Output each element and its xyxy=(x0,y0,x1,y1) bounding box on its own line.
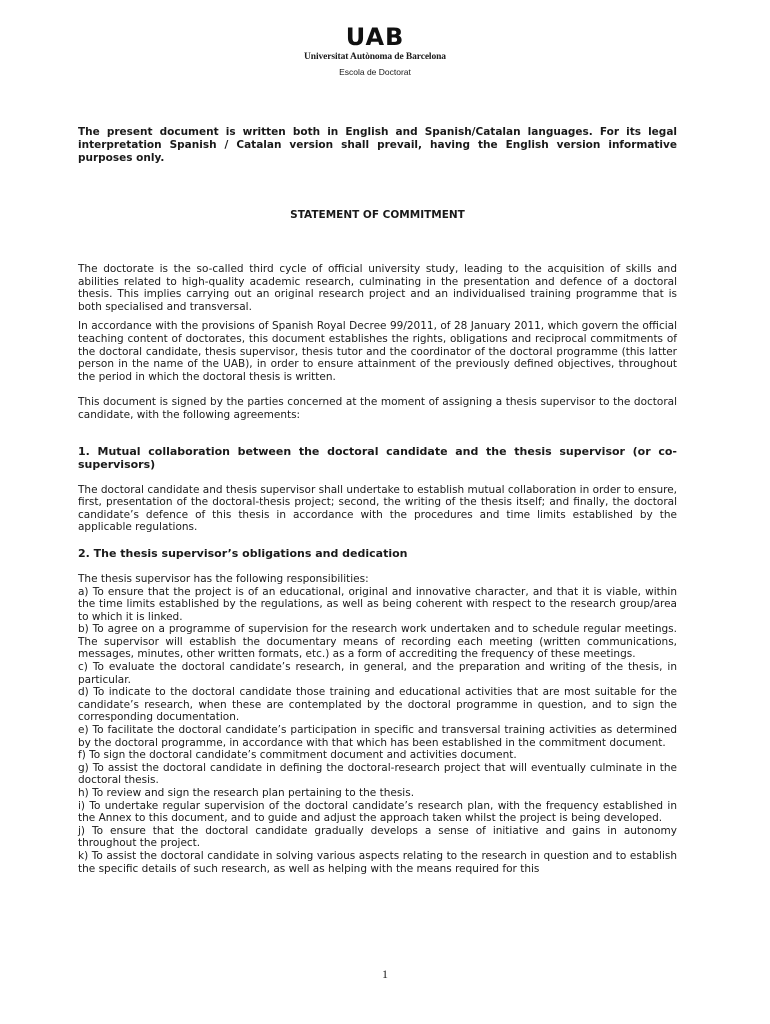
list-item: i) To undertake regular supervision of the doctoral candidate’s research plan, with the frequency established in the Annex to this document, and to guide and adjust the approach taken whilst the project is being developed. xyxy=(78,799,677,825)
page-number: 1 xyxy=(382,967,388,981)
section-1-heading: 1. Mutual collaboration between the doctoral candidate and the thesis supervisor (or co-supervisors) xyxy=(78,444,677,471)
list-item: e) To facilitate the doctoral candidate’s participation in specific and transversal training activities as determined by the doctoral programme, in accordance with that which has been established in the commitment document. xyxy=(78,724,677,749)
list-item: d) To indicate to the doctoral candidate those training and educational activities that are most suitable for the candidate’s research, when these are contemplated by the doctoral programme in question, and to sign the corresponding documentation. xyxy=(78,686,677,724)
list-item: h) To review and sign the research plan pertaining to the thesis. xyxy=(78,787,415,799)
list-item: f) To sign the doctoral candidate’s commitment document and activities document. xyxy=(78,749,517,762)
document-title: STATEMENT OF COMMITMENT xyxy=(290,209,465,221)
intro-paragraph-3: This document is signed by the parties concerned at the moment of assigning a thesis supervisor to the doctoral candidate, with the following agreements: xyxy=(78,396,677,421)
list-item: k) To assist the doctoral candidate in solving various aspects relating to the research in question and to establish the specific details of such research, as well as helping with the means required for this xyxy=(78,849,677,875)
logo-school-name: Escola de Doctorat xyxy=(339,67,411,77)
list-item: g) To assist the doctoral candidate in defining the doctoral-research project that will eventually culminate in the doctoral thesis. xyxy=(78,761,677,787)
section-2-heading: 2. The thesis supervisor’s obligations and dedication xyxy=(78,546,408,560)
logo-university-name: Universitat Autònoma de Barcelona xyxy=(304,52,446,62)
section-1-text: The doctoral candidate and thesis supervisor shall undertake to establish mutual collaboration in order to ensure, first, presentation of the doctoral-thesis project; second, the writing of the thesis itself; and finally, the doctoral candidate’s defence of this thesis in accordance with the procedures and time limits established by the applicable regulations. xyxy=(78,483,677,534)
list-item: j) To ensure that the doctoral candidate gradually develops a sense of initiative and gains in autonomy throughout the project. xyxy=(78,824,677,850)
list-item: a) To ensure that the project is of an educational, original and innovative character, and that it is viable, within the time limits established by the regulations, as well as being coherent with respect to the research group/area to which it is linked. xyxy=(78,585,677,623)
list-item: b) To agree on a programme of supervision for the research work undertaken and to schedule regular meetings. The supervisor will establish the documentary means of recording each meeting (written communications, messages, minutes, other written formats, etc.) as a form of accrediting the frequency of these meetings. xyxy=(78,623,677,661)
document-text xyxy=(78,263,677,875)
section-2-lead: The thesis supervisor has the following responsibilities: xyxy=(78,572,369,585)
list-item: c) To evaluate the doctoral candidate’s research, in general, and the preparation and writing of the thesis, in particular. xyxy=(78,661,677,686)
intro-paragraph-1: The doctorate is the so-called third cycle of official university study, leading to the acquisition of skills and abilities related to high-quality academic research, culminating in the presentation and defence of a doctoral thesis. This implies carrying out an original research project and an individualised training programme that is both specialised and transversal. xyxy=(78,263,677,313)
uab-logo xyxy=(300,24,450,78)
logo-mark: UAB xyxy=(345,23,405,51)
language-notice: The present document is written both in English and Spanish/Catalan languages. For its legal interpretation Spanish / Catalan version shall prevail, having the English version informative purposes only. xyxy=(78,126,677,164)
intro-paragraph-2: In accordance with the provisions of Spanish Royal Decree 99/2011, of 28 January 2011, which govern the official teaching content of doctorates, this document establishes the rights, obligations and reciprocal commitments of the doctoral candidate, thesis supervisor, thesis tutor and the coordinator of the doctoral programme (this latter person in the name of the UAB), in order to ensure attainment of the previously defined objectives, throughout the period in which the doctoral thesis is written. xyxy=(78,320,677,383)
document-body xyxy=(78,126,677,875)
